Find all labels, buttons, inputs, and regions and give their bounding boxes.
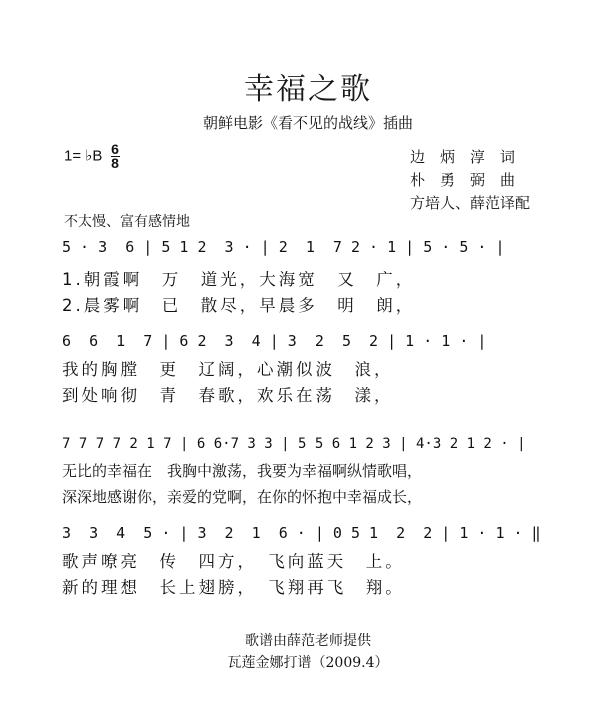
composer-credit: 朴 勇 弼 曲 — [410, 171, 516, 189]
notation-line-4: 3 3 4 5 · | 3 2 1 6 · | 0 5 1 2 2 | 1 · 1 · ‖ — [62, 524, 541, 542]
lyric-line-3-verse-2: 深深地感谢你，亲爱的党啊，在你的怀抱中幸福成长， — [62, 488, 423, 506]
time-signature — [111, 141, 120, 171]
song-title: 幸福之歌 — [244, 72, 372, 107]
lyric-line-3-verse-1: 无比的幸福在 我胸中激荡，我要为幸福啊纵情歌唱， — [62, 462, 423, 480]
time-denominator: 8 — [111, 155, 119, 171]
song-subtitle: 朝鲜电影《看不见的战线》插曲 — [202, 114, 413, 132]
notation-line-3: 7 7 7 7 2 1 7 | 6 6·7 3 3 | 5 5 6 1 2 3 | 4·3 2 1 2 · | — [62, 436, 526, 452]
lyric-line-4-verse-1: 歌声嘹亮 传 四方， 飞向蓝天 上。 — [62, 552, 405, 571]
notation-line-1: 5 · 3 6 | 5 1 2 3 · | 2 1 7 2 · 1 | 5 · 5 · | — [62, 238, 505, 256]
credits-block — [410, 146, 530, 215]
lyric-line-1-verse-1: 1.朝霞啊 万 道光，大海宽 又 广， — [62, 270, 416, 289]
footer-provider: 歌谱由薛范老师提供 — [245, 633, 371, 649]
lyric-line-2-verse-2: 到处响彻 青 春歌，欢乐在荡 漾， — [62, 386, 394, 405]
lyric-line-2-verse-1: 我的胸膛 更 辽阔，心潮似波 浪， — [62, 360, 394, 379]
key-label: 1= ♭B — [64, 147, 103, 165]
notation-line-2: 6 6 1 7 | 6 2 3 4 | 3 2 5 2 | 1 · 1 · | — [62, 332, 487, 350]
translator-credit: 方培人、薛范译配 — [410, 194, 531, 212]
time-numerator: 6 — [111, 141, 119, 157]
lyric-line-1-verse-2: 2.晨雾啊 已 散尽，早晨多 明 朗， — [62, 296, 416, 315]
lyric-line-4-verse-2: 新的理想 长上翅膀， 飞翔再飞 翔。 — [62, 578, 405, 597]
tempo-marking: 不太慢、富有感情地 — [64, 214, 190, 230]
lyricist-credit: 边 炳 淳 词 — [410, 148, 516, 166]
footer-typesetter: 瓦莲金娜打谱（2009.4） — [227, 655, 389, 671]
key-signature — [64, 141, 120, 171]
